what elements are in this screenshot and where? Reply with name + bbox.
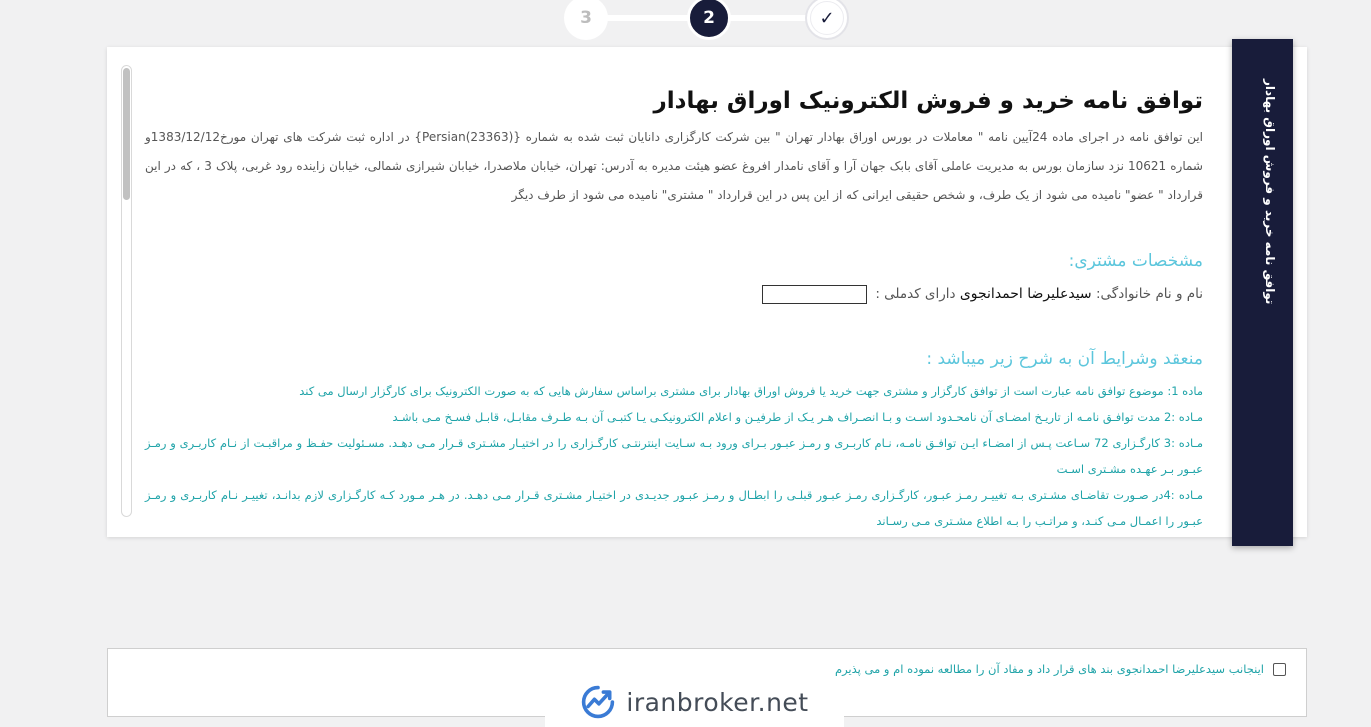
stepper-connector: [728, 15, 810, 21]
brand-watermark: [545, 677, 844, 727]
document-scrollbar[interactable]: [121, 65, 132, 517]
step-2-label: 2: [703, 8, 715, 28]
stepper-connector: [604, 15, 694, 21]
term-item: مـاده :2 مدت توافـق نامـه از تاریـخ امضـای آن نامحـدود اسـت و بـا انصـراف هـر یـک از طرفیـن و اعلام الکترونیکـی یـا کتبـی آن بـه طـرف مقابـل، قابـل فسـخ مـی باشـد: [392, 410, 1203, 424]
customer-info: [145, 280, 1203, 308]
customer-label: نام و نام خانوادگی:: [1095, 286, 1203, 302]
term-item: ماده 1: موضوع توافق نامه عبارت است از توافق کارگزار و مشتری جهت خرید یا فروش اوراق بهادار برای مشتری براساس سفارش هایی که به صورت الکترونیک برای کارگزار ارسال می کند: [299, 384, 1203, 398]
customer-name: سیدعلیرضا احمدانجوی: [959, 286, 1092, 302]
side-tab-label: توافق نامه خرید و فروش اوراق بهادار: [1263, 79, 1277, 305]
scrollbar-thumb[interactable]: [123, 68, 130, 200]
step-3-label: 3: [580, 8, 592, 28]
terms-heading: منعقد وشرایط آن به شرح زیر میباشد :: [926, 349, 1203, 369]
document-intro: این توافق نامه در اجرای ماده 24آیین نامه " معاملات در بورس اوراق بهادار تهران " بین شرکت کارگزاری دانایان ثبت شده به شماره {(Persian(23363} در اداره ثبت شرکت های تهران مورخ1383/12/12و شماره 10621 نزد سازمان بورس به مدیریت عاملی آقای بابک جهان آرا و آقای نامدار افروغ عضو هیئت مدیره به آدرس: تهران، خیابان ملاصدرا، خیابان شیرازی شمالی، خیابان زاینده رود غربی، پلاک 3 ، که در این قرارداد " عضو" نامیده می شود از یک طرف، و شخص حقیقی ایرانی که از این پس در این قرارداد " مشتری" نامیده می شود از طرف دیگر: [145, 130, 1204, 202]
side-tab: [1232, 39, 1293, 546]
agreement-content: [145, 83, 1203, 534]
term-item: مـاده :4در صـورت تقاضـای مشـتری بـه تغییـر رمـز عبـور، کارگـزاری رمـز عبـور قبلـی را ابطـال و رمـز عبـور جدیـدی در اختیـار مشـتری قـرار مـی دهـد. در هـر مـورد کـه کارگـزاری لازم بدانـد، تغییـر نـام کاربـری و رمـز عبـور را اعمـال مـی کنـد، و مراتـب را بـه اطلاع مشـتری مـی رسـاند: [145, 488, 1203, 528]
national-id-label: دارای کدملی :: [875, 286, 956, 302]
step-1-done: [805, 0, 849, 40]
terms-list: [145, 378, 1203, 534]
national-id-field: [762, 285, 867, 304]
agreement-row[interactable]: [835, 662, 1286, 676]
brand-name: iranbroker.net: [626, 687, 809, 717]
check-icon: ✓: [819, 7, 835, 29]
agreement-checkbox[interactable]: [1273, 663, 1286, 676]
agreement-label[interactable]: اینجانب سیدعلیرضا احمدانجوی بند های قرار داد و مفاد آن را مطالعه نموده ام و می پذیرم: [834, 662, 1264, 676]
step-2-current: [687, 0, 731, 40]
step-3: [564, 0, 608, 40]
agreement-card: [107, 47, 1307, 537]
customer-heading: مشخصات مشتری:: [1068, 251, 1203, 271]
chart-arrow-logo-icon: [580, 684, 616, 720]
progress-stepper: [560, 0, 856, 42]
document-title: توافق نامه خرید و فروش الکترونیک اوراق بهادار: [653, 88, 1203, 114]
term-item: مـاده :3 کارگـزاری 72 سـاعت پـس از امضـاء ایـن توافـق نامـه، نـام کاربـری و رمـز عبـور بـرای ورود بـه سـایت اینترنتـی کارگـزاری را در اختیـار مشـتری قـرار مـی دهـد. مسـئولیت حفـظ و مراقبـت از نـام کاربـری و رمـز عبـور بـر عهـده مشـتری اسـت: [145, 436, 1203, 476]
